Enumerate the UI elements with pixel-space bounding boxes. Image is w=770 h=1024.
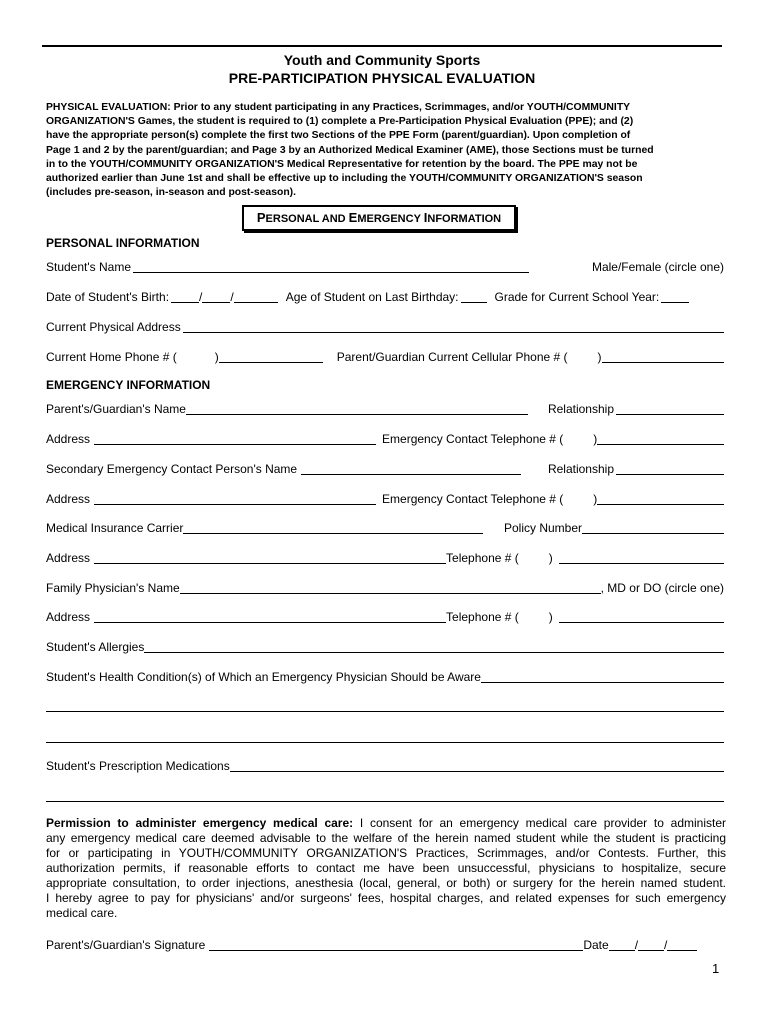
guardian-address-row (46, 430, 724, 446)
date-separator: / (230, 290, 234, 304)
section-title-part: ERSONAL AND (265, 213, 349, 225)
permission-text: I consent for an emergency medical care provider to administer (353, 816, 726, 830)
insurance-label: Medical Insurance Carrier (46, 521, 184, 535)
physician-phone-field[interactable] (559, 609, 724, 623)
address-label: Address (46, 610, 91, 624)
permission-line: medical care. (46, 906, 118, 920)
allergies-row (46, 638, 724, 654)
telephone-label: Telephone # ( (446, 551, 519, 565)
physician-address-field[interactable] (94, 609, 446, 623)
student-name-label: Student's Name (46, 260, 132, 274)
medications-field-line[interactable] (46, 801, 724, 802)
guardian-name-label: Parent's/Guardian's Name (46, 402, 186, 416)
paren-close: ) (214, 350, 219, 364)
health-row (46, 668, 724, 684)
section-title-part: NFORMATION (427, 213, 502, 225)
health-field-line[interactable] (46, 742, 724, 743)
address-row (46, 318, 724, 334)
paren-close: ) (597, 350, 602, 364)
age-label: Age of Student on Last Birthday: (285, 290, 459, 304)
permission-line: for or participating in YOUTH/COMMUNITY ORGANIZATION'S Practices, Scrimmages, and/or Contests. Further, this (46, 846, 726, 860)
physician-field[interactable] (180, 580, 601, 594)
date-month-field[interactable] (609, 937, 635, 951)
section-title-part: I (423, 210, 428, 225)
paren-close: ) (548, 551, 553, 565)
cell-phone-field[interactable] (602, 349, 724, 363)
personal-info-heading: PERSONAL INFORMATION (46, 236, 200, 250)
dob-month-field[interactable] (171, 289, 199, 303)
intro-line: Page 1 and 2 by the parent/guardian; and Page 3 by an Authorized Medical Examiner (AME), those Sections must be turned (46, 144, 654, 156)
signature-label: Parent's/Guardian's Signature (46, 938, 206, 952)
address-label: Address (46, 551, 91, 565)
medications-row (46, 757, 724, 773)
secondary-relationship-field[interactable] (616, 461, 724, 475)
grade-label: Grade for Current School Year: (494, 290, 660, 304)
intro-line: have the appropriate person(s) complete the first two Sections of the PPE Form (parent/guardian). Upon completion of (46, 130, 631, 142)
allergies-label: Student's Allergies (46, 640, 145, 654)
permission-lead: Permission to administer emergency medical care: (46, 816, 354, 830)
insurance-row (46, 519, 724, 535)
health-label: Student's Health Condition(s) of Which an Emergency Physician Should be Aware (46, 670, 481, 684)
signature-field[interactable] (209, 937, 583, 951)
dob-label: Date of Student's Birth: (46, 290, 170, 304)
insurance-phone-field[interactable] (559, 550, 724, 564)
secondary-contact-field[interactable] (301, 461, 521, 475)
intro-line: authorized earlier than June 1st and shall be effective up to including the YOUTH/COMMUNITY ORGANIZATION'S season (46, 173, 643, 185)
permission-line: authorization permits, if reasonable efforts to contact me have been unsuccessful, physicians to hospitalize, secure (46, 861, 726, 875)
top-rule (42, 45, 722, 47)
home-phone-label: Current Home Phone # ( (46, 350, 177, 364)
emergency-phone-field[interactable] (597, 431, 724, 445)
home-phone-field[interactable] (219, 349, 323, 363)
grade-field[interactable] (661, 289, 689, 303)
policy-field[interactable] (582, 520, 724, 534)
allergies-field[interactable] (144, 639, 724, 653)
emergency-phone-label: Emergency Contact Telephone # ( (382, 432, 564, 446)
telephone-label: Telephone # ( (446, 610, 519, 624)
date-separator: / (634, 938, 639, 952)
physician-address-row (46, 608, 724, 624)
physician-label: Family Physician's Name (46, 581, 180, 595)
health-field-line[interactable] (46, 711, 724, 712)
insurance-address-field[interactable] (94, 550, 446, 564)
secondary-address-row (46, 490, 724, 506)
section-title-part: MERGENCY (357, 213, 424, 225)
date-separator: / (664, 938, 668, 952)
md-do-label[interactable]: , MD or DO (circle one) (600, 581, 724, 595)
intro-line: (includes pre-season, in-season and post-season). (46, 187, 297, 199)
paren-close: ) (548, 610, 553, 624)
medications-label: Student's Prescription Medications (46, 759, 230, 773)
form-subtitle: PRE-PARTICIPATION PHYSICAL EVALUATION (228, 70, 536, 86)
secondary-address-field[interactable] (94, 491, 376, 505)
guardian-row (46, 400, 724, 416)
permission-paragraph (46, 816, 726, 921)
address-label: Current Physical Address (46, 320, 181, 334)
physician-row (46, 579, 724, 595)
intro-paragraph (46, 101, 726, 200)
dob-day-field[interactable] (202, 289, 230, 303)
student-name-row (46, 258, 724, 274)
paren-close: ) (593, 492, 598, 506)
section-title-box (242, 205, 516, 231)
student-name-field[interactable] (133, 259, 529, 273)
relationship-field[interactable] (616, 401, 724, 415)
gender-label[interactable]: Male/Female (circle one) (591, 260, 724, 274)
secondary-contact-row (46, 460, 724, 476)
section-title-part: E (348, 210, 358, 225)
date-day-field[interactable] (638, 937, 664, 951)
address-label: Address (46, 492, 91, 506)
insurance-address-row (46, 549, 724, 565)
secondary-phone-field[interactable] (597, 491, 724, 505)
cell-phone-label: Parent/Guardian Current Cellular Phone # ( (336, 350, 568, 364)
relationship-label: Relationship (547, 462, 614, 476)
dob-year-field[interactable] (234, 289, 278, 303)
section-title-part: P (256, 210, 266, 225)
emergency-phone-label: Emergency Contact Telephone # ( (382, 492, 564, 506)
signature-row (46, 936, 721, 952)
insurance-field[interactable] (183, 520, 483, 534)
relationship-label: Relationship (547, 402, 614, 416)
date-separator: / (199, 290, 203, 304)
health-field[interactable] (481, 669, 724, 683)
guardian-name-field[interactable] (186, 401, 528, 415)
age-field[interactable] (461, 289, 487, 303)
permission-line: appropriate consultation, to order injections, anesthesia (local, general, or both) or surgery for the herein named student. (46, 876, 726, 890)
intro-line: in to the YOUTH/COMMUNITY ORGANIZATION'S Medical Representative for retention by the board. The PPE may not be (46, 158, 638, 170)
permission-line: any emergency medical care deemed advisable to the welfare of the herein named student while the student is practicing (46, 831, 726, 845)
paren-close: ) (593, 432, 598, 446)
address-label: Address (46, 432, 91, 446)
address-field[interactable] (183, 319, 724, 333)
intro-line: PHYSICAL EVALUATION: Prior to any student participating in any Practices, Scrimmages, and/or YOUTH/COMMUNITY (46, 102, 631, 113)
date-year-field[interactable] (667, 937, 697, 951)
phone-row (46, 348, 724, 364)
date-label: Date (583, 938, 609, 952)
guardian-address-field[interactable] (94, 431, 376, 445)
page-number: 1 (712, 961, 720, 976)
secondary-contact-label: Secondary Emergency Contact Person's Name (46, 462, 298, 476)
dob-row (46, 288, 724, 304)
policy-label: Policy Number (503, 521, 582, 535)
medications-field[interactable] (230, 758, 724, 772)
emergency-info-heading: EMERGENCY INFORMATION (46, 378, 211, 392)
permission-line: I hereby agree to pay for physicians' and/or surgeons' fees, hospital charges, and related expenses for such emergency (46, 891, 726, 905)
permission-line (46, 816, 726, 831)
form-title: Youth and Community Sports (283, 52, 481, 68)
intro-line: ORGANIZATION'S Games, the student is required to (1) complete a Pre-Participation Physical Evaluation (PPE); and (2) (46, 116, 634, 128)
